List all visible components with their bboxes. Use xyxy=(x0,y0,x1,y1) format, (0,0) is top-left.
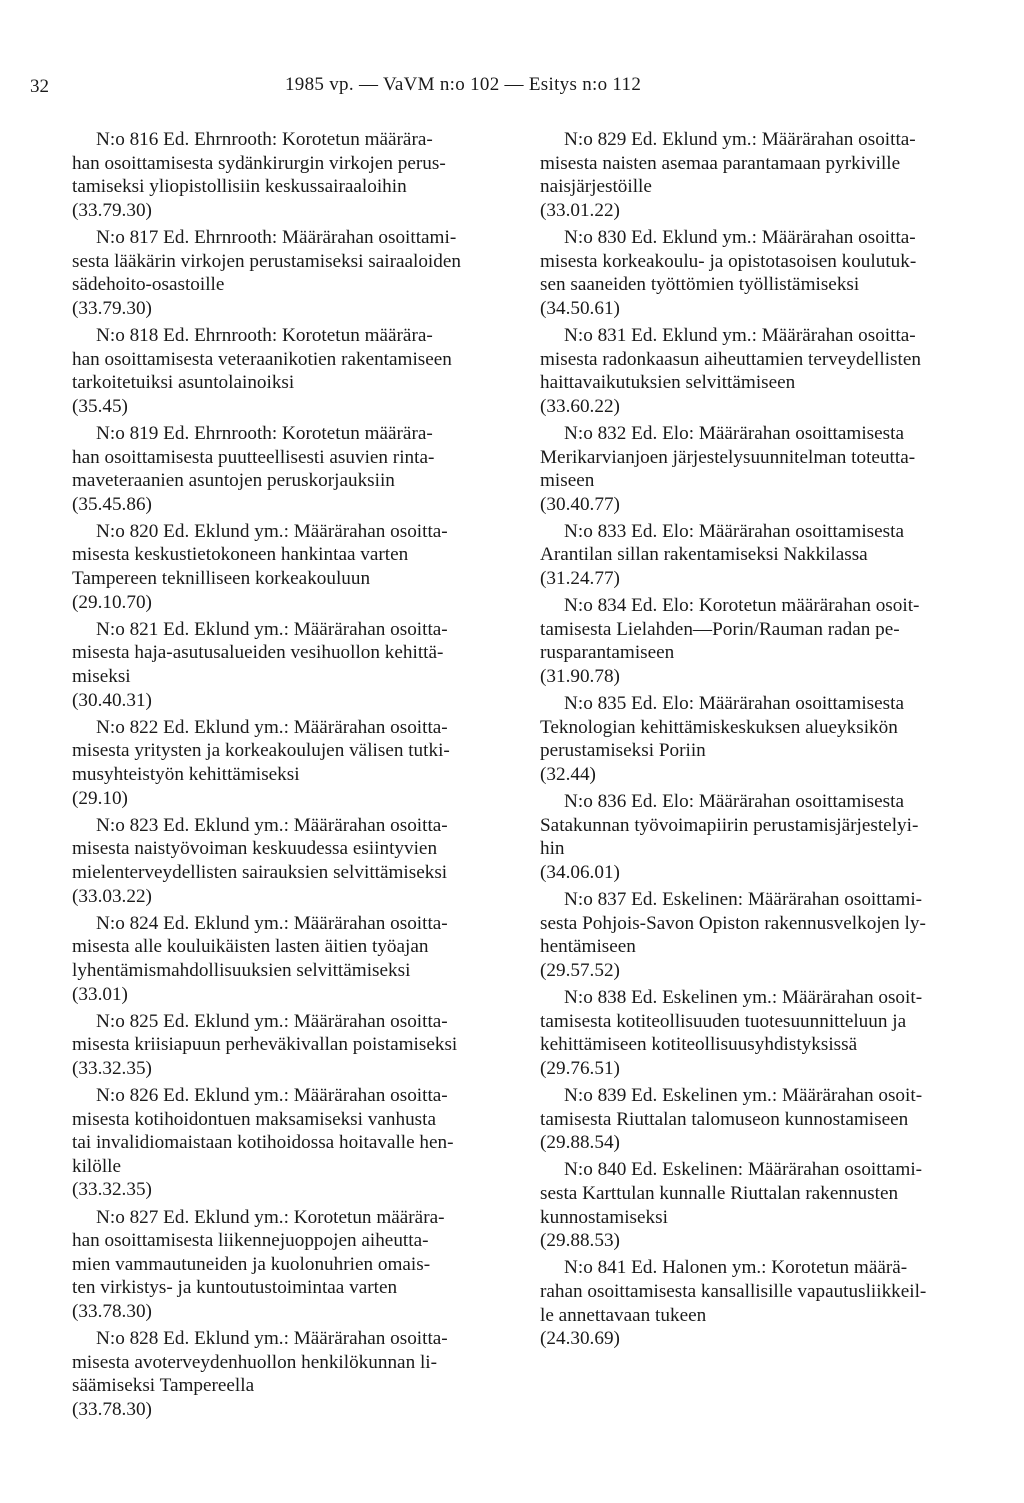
budget-code: (33.78.30) xyxy=(72,1301,152,1323)
motion-entry xyxy=(540,986,992,1080)
budget-code: (29.88.54) xyxy=(540,1132,620,1154)
budget-code: (30.40.31) xyxy=(72,689,152,711)
budget-code: (29.10) xyxy=(72,787,128,809)
motion-entry xyxy=(540,594,992,688)
budget-code: (33.32.35) xyxy=(72,1057,152,1079)
motion-entry xyxy=(540,692,992,786)
motion-entry xyxy=(540,1158,992,1252)
budget-code: (34.06.01) xyxy=(540,861,620,883)
motion-entry xyxy=(540,128,992,222)
left-column xyxy=(72,128,512,1425)
running-header: 1985 vp. — VaVM n:o 102 — Esitys n:o 112 xyxy=(285,74,642,95)
motion-entry xyxy=(72,520,512,614)
motion-entry xyxy=(540,1256,992,1350)
budget-code: (33.79.30) xyxy=(72,199,152,221)
motion-text: N:o 841 Ed. Halonen ym.: Korotetun määrä- rahan osoittamisesta kansallisille vapautusliikkeil- le annettavaan tukeen xyxy=(540,1257,927,1326)
motion-entry xyxy=(540,888,992,982)
budget-code: (32.44) xyxy=(540,764,596,785)
motion-entry xyxy=(72,1010,512,1081)
motion-entry xyxy=(540,324,992,418)
motion-text: N:o 817 Ed. Ehrnrooth: Määrärahan osoittami- sesta lääkärin virkojen perustamiseksi sairaaloiden sädehoito-osastoille xyxy=(72,226,461,296)
motion-entry xyxy=(72,912,512,1006)
budget-code: (33.01.22) xyxy=(540,199,620,221)
budget-code: (29.88.53) xyxy=(540,1230,620,1252)
budget-code: (24.30.69) xyxy=(540,1328,620,1350)
motion-entry xyxy=(72,226,512,320)
motion-text: N:o 830 Ed. Eklund ym.: Määrärahan osoitta- misesta korkeakoulu- ja opistotasoisen koulutuk- sen saaneiden työttömien työllistämiseksi xyxy=(540,226,917,296)
motion-text: N:o 840 Ed. Eskelinen: Määrärahan osoittami- sesta Karttulan kunnalle Riuttalan rakennusten kunnostamiseksi xyxy=(540,1159,923,1228)
motion-entry xyxy=(540,790,992,884)
right-column xyxy=(540,128,992,1354)
motion-text: N:o 838 Ed. Eskelinen ym.: Määrärahan osoit- tamisesta kotiteollisuuden tuotesuunnitteluun ja kehittämiseen kotiteollisuusyhdistyksissä xyxy=(540,987,923,1056)
motion-text: N:o 822 Ed. Eklund ym.: Määrärahan osoitta- misesta yritysten ja korkeakoulujen välisen tutki- musyhteistyön kehittämiseksi xyxy=(72,716,450,785)
motion-text: N:o 833 Ed. Elo: Määrärahan osoittamisesta Arantilan sillan rakentamiseksi Nakkilassa xyxy=(540,520,904,566)
motion-text: N:o 824 Ed. Eklund ym.: Määrärahan osoitta- misesta alle kouluikäisten lasten äitien työajan lyhentämismahdollisuuksien selvittämiseksi xyxy=(72,912,448,981)
budget-code: (34.50.61) xyxy=(540,297,620,319)
motion-text: N:o 827 Ed. Eklund ym.: Korotetun määrära- han osoittamisesta liikennejuoppojen aiheutta- mien vammautuneiden ja kuolonuhrien omais- ten virkistys- ja kuntoutustoimintaa varten xyxy=(72,1206,445,1299)
motion-text: N:o 839 Ed. Eskelinen ym.: Määrärahan osoit- tamisesta Riuttalan talomuseon kunnostamiseen xyxy=(540,1085,923,1130)
page-number: 32 xyxy=(30,76,49,97)
motion-entry xyxy=(540,226,992,320)
motion-text: N:o 821 Ed. Eklund ym.: Määrärahan osoitta- misesta haja-asutusalueiden vesihuollon kehittä- miseksi xyxy=(72,618,448,688)
budget-code: (31.24.77) xyxy=(540,568,620,590)
budget-code: (35.45.86) xyxy=(72,493,152,515)
motion-text: N:o 816 Ed. Ehrnrooth: Korotetun määrära- han osoittamisesta sydänkirurgin virkojen perus- tamiseksi yliopistollisiin keskussairaaloihin xyxy=(72,129,446,198)
motion-text: N:o 836 Ed. Elo: Määrärahan osoittamisesta Satakunnan työvoimapiirin perustamisjärjestelyi- hin xyxy=(540,791,919,860)
motion-text: N:o 837 Ed. Eskelinen: Määrärahan osoittami- sesta Pohjois-Savon Opiston rakennusvelkojen ly- hentämiseen xyxy=(540,889,926,958)
budget-code: (30.40.77) xyxy=(540,493,620,515)
motion-text: N:o 828 Ed. Eklund ym.: Määrärahan osoitta- misesta avoterveydenhuollon henkilökunnan li- säämiseksi Tampereella xyxy=(72,1328,448,1397)
motion-text: N:o 831 Ed. Eklund ym.: Määrärahan osoitta- misesta radonkaasun aiheuttamien terveydellisten haittavaikutuksien selvittämiseen xyxy=(540,324,921,394)
motion-text: N:o 819 Ed. Ehrnrooth: Korotetun määrära- han osoittamisesta puutteellisesti asuvien rinta- maveteraanien asuntojen peruskorjauksiin xyxy=(72,422,435,492)
motion-text: N:o 820 Ed. Eklund ym.: Määrärahan osoitta- misesta keskustietokoneen hankintaa varten Tampereen teknilliseen korkeakouluun xyxy=(72,520,448,590)
motion-entry xyxy=(72,422,512,516)
budget-code: (29.57.52) xyxy=(540,959,620,981)
budget-code: (33.01) xyxy=(72,983,128,1005)
budget-code: (33.32.35) xyxy=(72,1179,152,1201)
motion-entry xyxy=(72,1206,512,1324)
budget-code: (35.45) xyxy=(72,395,128,417)
motion-text: N:o 835 Ed. Elo: Määrärahan osoittamisesta Teknologian kehittämiskeskuksen alueyksikön perustamiseksi Poriin xyxy=(540,693,904,762)
motion-entry xyxy=(72,1084,512,1202)
motion-entry xyxy=(540,520,992,591)
budget-code: (33.03.22) xyxy=(72,885,152,907)
budget-code: (33.60.22) xyxy=(540,395,620,417)
budget-code: (31.90.78) xyxy=(540,666,620,688)
motion-text: N:o 826 Ed. Eklund ym.: Määrärahan osoitta- misesta kotihoidontuen maksamiseksi vanhusta tai invalidiomaistaan kotihoidossa hoitavalle hen- kilölle xyxy=(72,1085,454,1177)
budget-code: (29.76.51) xyxy=(540,1057,620,1079)
motion-entry xyxy=(72,1327,512,1421)
motion-entry xyxy=(540,422,992,516)
motion-entry xyxy=(72,814,512,908)
motion-entry xyxy=(540,1084,992,1155)
motion-text: N:o 818 Ed. Ehrnrooth: Korotetun määrära- han osoittamisesta veteraanikotien rakentamiseen tarkoitetuiksi asuntolainoiksi xyxy=(72,324,452,394)
budget-code: (33.79.30) xyxy=(72,297,152,319)
budget-code: (29.10.70) xyxy=(72,591,152,613)
motion-entry xyxy=(72,128,512,222)
motion-text: N:o 829 Ed. Eklund ym.: Määrärahan osoitta- misesta naisten asemaa parantamaan pyrkiville naisjärjestöille xyxy=(540,129,916,198)
motion-text: N:o 825 Ed. Eklund ym.: Määrärahan osoitta- misesta kriisiapuun perheväkivallan poistamiseksi xyxy=(72,1010,458,1056)
motion-text: N:o 832 Ed. Elo: Määrärahan osoittamisesta Merikarvianjoen järjestelysuunnitelman toteutta- miseen xyxy=(540,422,916,492)
budget-code: (33.78.30) xyxy=(72,1399,152,1420)
motion-entry xyxy=(72,716,512,810)
motion-entry xyxy=(72,618,512,712)
motion-text: N:o 823 Ed. Eklund ym.: Määrärahan osoitta- misesta naistyövoiman keskuudessa esiintyvien mielenterveydellisten sairauksien selvittämiseksi xyxy=(72,814,448,883)
motion-entry xyxy=(72,324,512,418)
motion-text: N:o 834 Ed. Elo: Korotetun määrärahan osoit- tamisesta Lielahden—Porin/Rauman radan pe- rusparantamiseen xyxy=(540,595,920,664)
